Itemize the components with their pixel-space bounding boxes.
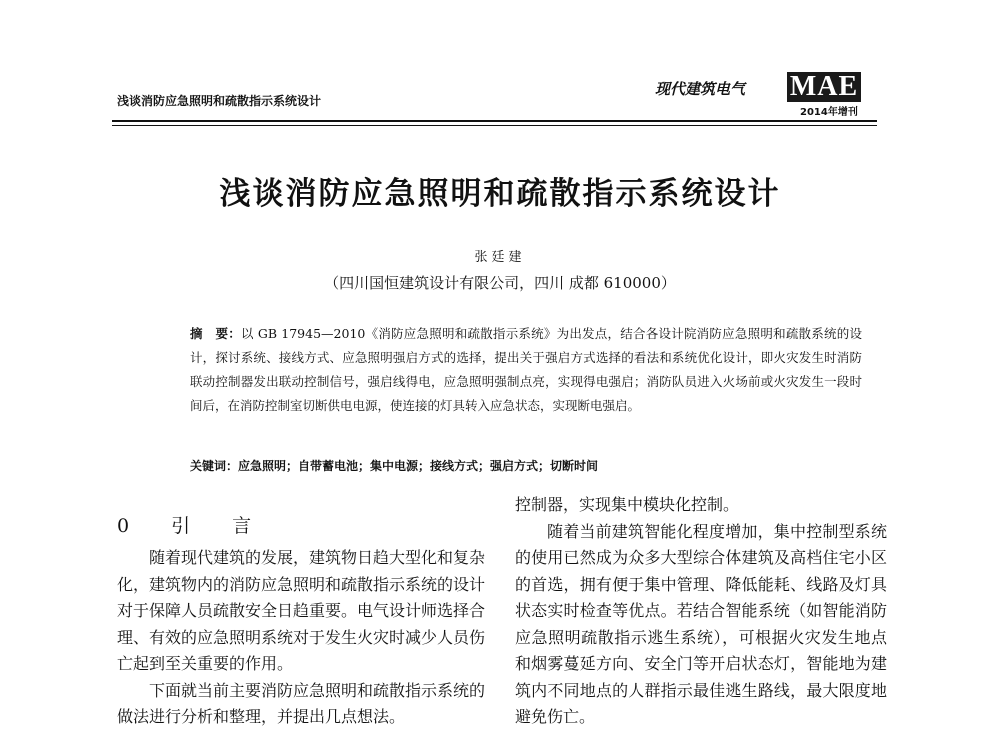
abstract-label: 摘 要： [190,326,241,341]
article-title: 浅谈消防应急照明和疏散指示系统设计 [219,176,781,212]
left-paragraph-1: 随着现代建筑的发展，建筑物日趋大型化和复杂化，建筑物内的消防应急照明和疏散指示系统的设计对于保障人员疏散安全日趋重要。电气设计师选择合理、有效的应急照明系统对于发生火灾时减少人员伤亡起到至关重要的作用。 [117,548,486,673]
left-paragraph-2: 下面就当前主要消防应急照明和疏散指示系统的做法进行分析和整理，并提出几点想法。 [117,680,486,726]
keywords-text: 应急照明；自带蓄电池；集中电源；接线方式；强启方式；切断时间 [238,459,599,473]
abstract-block [162,322,862,418]
keywords-label: 关键词： [190,459,239,473]
journal-logo: MAE [787,72,861,102]
header-rule-thick [112,120,877,122]
section-heading: 0 引 言 [117,515,270,537]
issue-label: 2014年增刊 [800,107,858,118]
keywords-line [190,457,870,474]
abstract-text: 以 GB 17945—2010《消防应急照明和疏散指示系统》为出发点，结合各设计院消防应急照明和疏散系统的设计，探讨系统、接线方式、应急照明强启方式的选择，提出关于强启方式选择的看法和系统优化设计，即火灾发生时消防联动控制器发出联动控制信号，强启线得电，应急照明强制点亮，实现得电强启；消防队员进入火场前或火灾发生一段时间后，在消防控制室切断供电电源，使连接的灯具转入应急状态，实现断电强启。 [190,326,862,413]
right-paragraph-2: 随着当前建筑智能化程度增加，集中控制型系统的使用已然成为众多大型综合体建筑及高档住宅小区的首选，拥有便于集中管理、降低能耗、线路及灯具状态实时检查等优点。若结合智能系统（如智能消防应急照明疏散指示逃生系统），可根据火灾发生地点和烟雾蔓延方向、安全门等开启状态灯，智能地为建筑内不同地点的人群指示最佳逃生路线，最大限度地避免伤亡。 [515,521,887,726]
running-head-title: 浅谈消防应急照明和疏散指示系统设计 [117,94,322,108]
header-rule-thin [112,125,877,126]
author-name: 张廷建 [474,250,526,265]
right-paragraph-1: 控制器，实现集中模块化控制。 [515,495,740,514]
author-affiliation: （四川国恒建筑设计有限公司，四川 成都 610000） [324,274,676,292]
journal-name: 现代建筑电气 [655,80,746,98]
right-column [515,492,887,731]
left-column [117,545,485,731]
